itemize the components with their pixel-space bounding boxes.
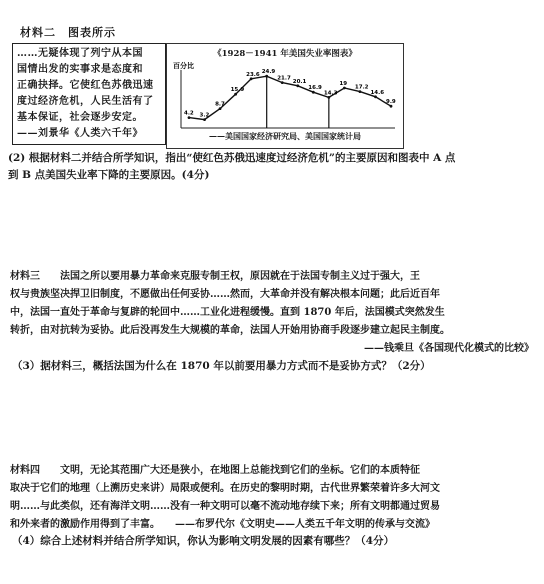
data-label: 24.9 (261, 69, 276, 76)
chart-source: ——美国国家经济研究局、美国国家统计局 (209, 131, 361, 141)
chart-ylabel: 百分比 (173, 62, 194, 70)
question-2-line: 到 B 点美国失业率下降的主要原因。(4分) (8, 169, 210, 181)
data-point (374, 95, 377, 98)
data-label: 14.3 (323, 90, 338, 97)
material2-heading: 材料二 图表所示 (20, 26, 116, 39)
data-label: 17.2 (354, 84, 369, 91)
material4-line: 明……与此类似，还有海洋文明……没有一种文明可以毫不流动地存续下来；所有文明都通过贸易 (10, 501, 440, 512)
data-point (281, 81, 284, 84)
material3-line: 权与贵族坚决捍卫旧制度，不愿做出任何妥协……然而，大革命并没有解决根本问题；此后近百年 (10, 289, 440, 300)
data-label: 20.1 (292, 78, 307, 85)
material3-line: 材料三 法国之所以要用暴力革命来克服专制王权，原因就在于法国专制主义过于强大，王 (10, 271, 420, 282)
question-3: （3）据材料三，概括法国为什么在 1870 年以前要用暴力方式而不是妥协方式？（2分） (12, 360, 431, 372)
data-label: 14.6 (370, 89, 385, 96)
quote-source: ——刘景华《人类六千年》 (17, 128, 143, 139)
material4 (10, 462, 534, 534)
material2-quote-box (12, 43, 166, 145)
material4-line: 材料四 文明，无论其范围广大还是狭小，在地图上总能找到它们的坐标。它们的本质特征 (10, 465, 420, 476)
data-label: 4.2 (184, 110, 194, 117)
data-label: 16.9 (308, 85, 322, 92)
data-point (359, 90, 362, 93)
quote-line: 正确抉择。它使红色苏俄迅速 (17, 80, 154, 91)
data-point (250, 77, 253, 80)
unemployment-chart (166, 43, 404, 149)
data-point (343, 87, 346, 90)
data-label: 9.9 (386, 99, 396, 106)
material3-line: 中，法国一直处于革命与复辟的轮回中……工业化进程缓慢。直到 1870 年后，法国模式突然发生 (10, 307, 445, 318)
data-label: 21.7 (277, 75, 291, 82)
data-label: 15.9 (230, 87, 245, 94)
question-4: （4）综合上述材料并结合所学知识，你认为影响文明发展的因素有哪些？（4分） (12, 535, 395, 547)
quote-line: 基本保证，社会逐步安定。 (17, 112, 143, 123)
chart-title: 《1928－1941 年美国失业率图表》 (213, 49, 357, 59)
data-label: 8.7 (215, 101, 225, 108)
series-layer (184, 69, 396, 128)
material3 (10, 268, 534, 340)
quote-line: 国情出发的实事求是态度和 (17, 64, 143, 75)
data-point (234, 93, 237, 96)
data-point (203, 118, 206, 121)
material3-line: 转折，由对抗转为妥协。此后没再发生大规模的革命，法国人开始用协商手段逐步建立起民主制度。 (10, 325, 450, 336)
data-point (312, 91, 315, 94)
data-label: 19 (339, 81, 348, 87)
data-point (219, 107, 222, 110)
question-2 (8, 150, 538, 184)
data-point (296, 84, 299, 87)
quote-line: ……无疑体现了列宁从本国 (17, 48, 143, 59)
data-point (390, 105, 393, 108)
material3-source: ——钱乘旦《各国现代化模式的比较》 (364, 343, 534, 354)
data-point (188, 116, 191, 119)
series-line (189, 76, 391, 119)
question-2-line: (2) 根据材料二并结合所学知识，指出“使红色苏俄迅速度过经济危机”的主要原因和图表中 A 点 (8, 152, 456, 164)
material4-line: 和外来者的激励作用得到了丰富。 ——布罗代尔《文明史——人类五千年文明的传承与交流》 (10, 519, 435, 530)
data-label: 23.6 (246, 71, 260, 78)
quote-line: 度过经济危机，人民生活有了 (17, 96, 154, 107)
material4-line: 取决于它们的地理（上溯历史来讲）局限或便利。在历史的黎明时期，古代世界繁荣着许多大河文 (10, 483, 440, 494)
data-label: 3.2 (199, 112, 210, 119)
